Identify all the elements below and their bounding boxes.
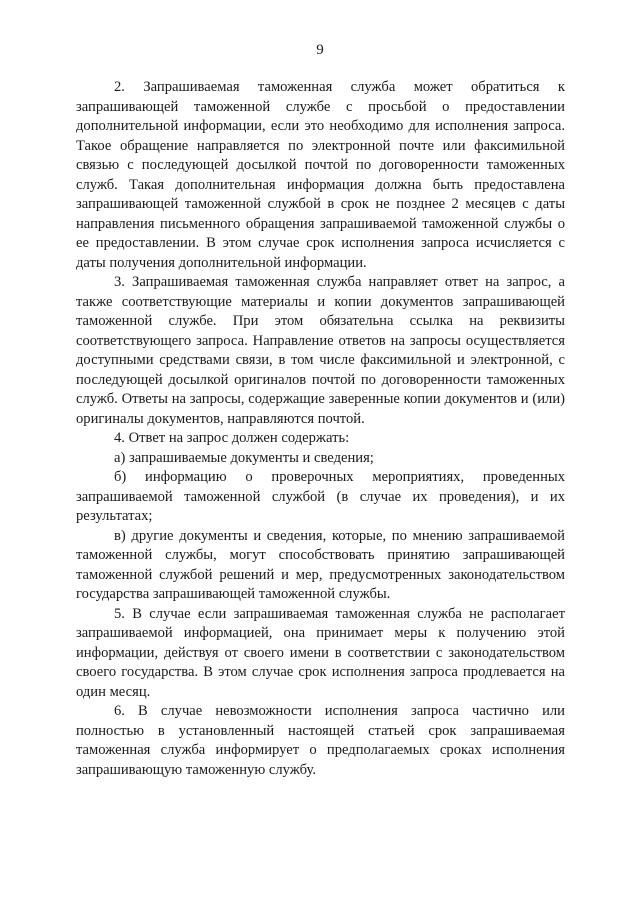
page-number: 9 <box>316 42 324 58</box>
paragraph-4-response-contents: 4. Ответ на запрос должен содержать: <box>114 430 350 446</box>
paragraph-4b: б) информацию о проверочных мероприятиях, проведенных запрашиваемой таможенной службой (в случае их проведения), и их результатах; <box>76 469 565 524</box>
paragraph-3-response-delivery: 3. Запрашиваемая таможенная служба направляет ответ на запрос, а также соответствующие материалы и копии документов запрашивающей таможенной службе. При этом обязательна ссылка на реквизиты соответствующего запроса. Направление ответов на запросы осуществляется доступными средствами связи, в том числе факсимильной и электронной, с последующей досылкой оригиналов почтой по договоренности таможенных служб. Ответы на запросы, содержащие заверенные копии документов и (или) оригиналы документов, направляются почтой. <box>76 274 565 427</box>
paragraph-2-additional-info: 2. Запрашиваемая таможенная служба может обратиться к запрашивающей таможенной службе с просьбой о предоставлении дополнительной информации, если это необходимо для исполнения запроса. Такое обращение направляется по электронной почте или факсимильной связью с последующей досылкой почтой по договоренности таможенных служб. Такая дополнительная информация должна быть предоставлена запрашивающей таможенной службой в срок не позднее 2 месяцев с даты направления письменного обращения запрашиваемой таможенной службы о ее предоставлении. В этом случае срок исполнения запроса исчисляется с даты получения дополнительной информации. <box>76 79 565 271</box>
document-body <box>76 78 565 780</box>
paragraph-6-execution-impossible: 6. В случае невозможности исполнения запроса частично или полностью в установленный настоящей статьей срок запрашиваемая таможенная служба информирует о предполагаемых сроках исполнения запрашивающую таможенную службу. <box>76 703 565 778</box>
paragraph-4c: в) другие документы и сведения, которые, по мнению запрашиваемой таможенной службы, могут способствовать принятию запрашивающей таможенной службой решений и мер, предусмотренных законодательством государства запрашивающей таможенной службы. <box>76 527 565 602</box>
paragraph-4a: а) запрашиваемые документы и сведения; <box>114 449 374 466</box>
paragraph-5-info-unavailable: 5. В случае если запрашиваемая таможенная служба не располагает запрашиваемой информацией, она принимает меры к получению этой информации, действуя от своего имени в соответствии с законодательством своего государства. В этом случае срок исполнения запроса продлевается на один месяц. <box>76 605 565 700</box>
